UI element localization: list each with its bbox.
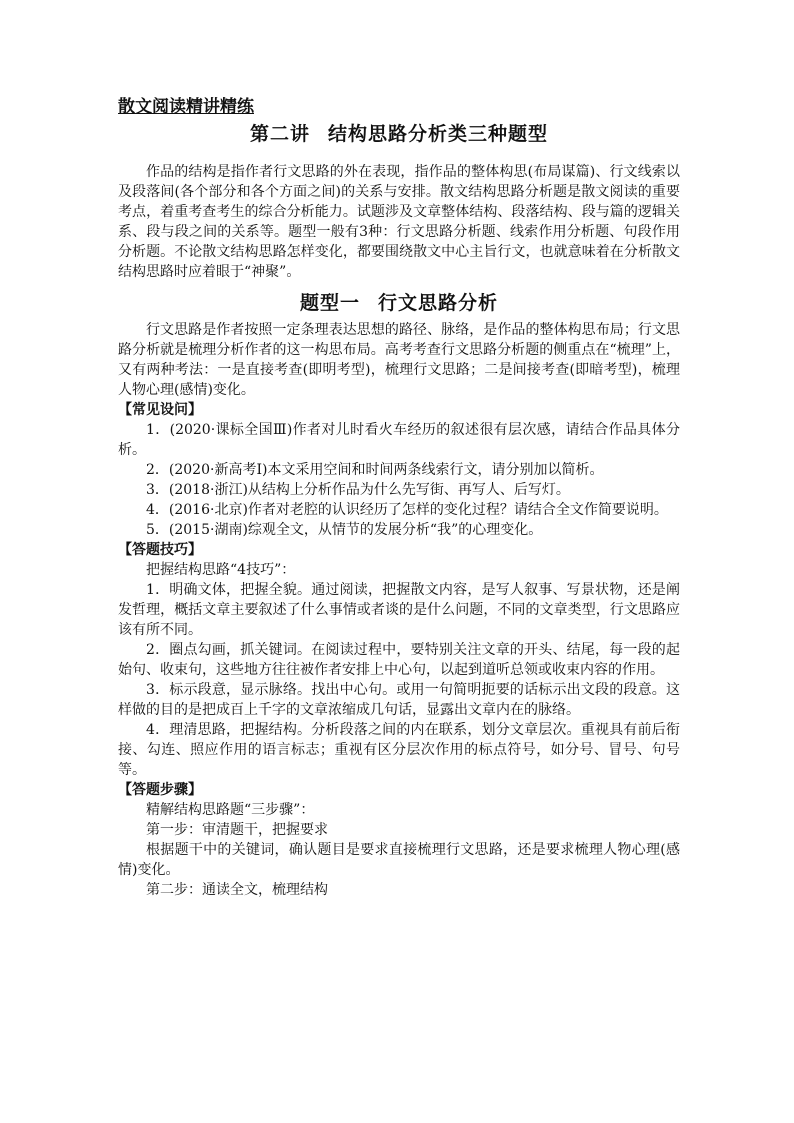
technique-item: 2．圈点勾画，抓关键词。在阅读过程中，要特别关注文章的开头、结尾，每一段的起始句、收束句，这些地方往往被作者安排上中心句，以起到道听总领或收束内容的作用。	[118, 642, 680, 678]
section-title	[118, 288, 680, 318]
question-item: 4．(2016·北京)作者对老腔的认识经历了怎样的变化过程？请结合全文作简要说明。	[146, 502, 668, 518]
step1-text: 根据题干中的关键词，确认题目是要求直接梳理行文思路，还是要求梳理人物心理(感情)变化。	[118, 842, 680, 878]
technique-item: 3．标示段意，显示脉络。找出中心句。或用一句简明扼要的话标示出文段的段意。这样做的目的是把成百上千字的文章浓缩成几句话，显露出文章内在的脉络。	[118, 682, 680, 718]
question-item: 1．(2020·课标全国Ⅲ)作者对儿时看火车经历的叙述很有层次感，请结合作品具体分析。	[118, 422, 680, 458]
techniques-lead: 把握结构思路“4技巧”：	[146, 562, 296, 578]
step2-title: 第二步：通读全文，梳理结构	[146, 882, 328, 898]
section-paragraph: 行文思路是作者按照一定条理表达思想的路径、脉络，是作品的整体构思布局；行文思路分析就是梳理分析作者的这一构思布局。高考考查行文思路分析题的侧重点在“梳理”上，又有两种考法：一是直接考查(即明考型)，梳理行文思路；二是间接考查(即暗考型)，梳理人物心理(感情)变化。	[118, 322, 680, 398]
document-body	[118, 96, 680, 900]
technique-item: 4．理清思路，把握结构。分析段落之间的内在联系，划分文章层次。重视具有前后衔接、勾连、照应作用的语言标志；重视有区分层次作用的标点符号，如分号、冒号、句号等。	[118, 722, 680, 778]
lecture-number: 第二讲	[249, 123, 310, 145]
document-title: 散文阅读精讲精练	[118, 97, 254, 117]
steps-lead: 精解结构思路题“三步骤”：	[146, 802, 315, 818]
common-questions-heading: 【常见设问】	[118, 402, 202, 418]
question-item: 3．(2018·浙江)从结构上分析作品为什么先写街、再写人、后写灯。	[146, 482, 570, 498]
steps-heading: 【答题步骤】	[118, 782, 202, 798]
intro-paragraph: 作品的结构是指作者行文思路的外在表现，指作品的整体构思(布局谋篇)、行文线索以及段落间(各个部分和各个方面之间)的关系与安排。散文结构思路分析题是散文阅读的重要考点，着重考查考生的综合分析能力。试题涉及文章整体结构、段落结构、段与篇的逻辑关系、段与段之间的关系等。题型一般有3种：行文思路分析题、线索作用分析题、句段作用分析题。不论散文结构思路怎样变化，都要围绕散文中心主旨行文，也就意味着在分析散文结构思路时应着眼于“神聚”。	[118, 164, 680, 280]
question-item: 2．(2020·新高考Ⅰ)本文采用空间和时间两条线索行文，请分别加以简析。	[146, 462, 604, 478]
techniques-heading: 【答题技巧】	[118, 542, 202, 558]
technique-item: 1．明确文体，把握全貌。通过阅读，把握散文内容，是写人叙事、写景状物，还是阐发哲理，概括文章主要叙述了什么事情或者谈的是什么问题，不同的文章类型，行文思路应该有所不同。	[118, 582, 680, 638]
lecture-name: 结构思路分析类三种题型	[328, 123, 549, 145]
step1-title: 第一步：审清题干，把握要求	[146, 822, 328, 838]
question-item: 5．(2015·湖南)综观全文，从情节的发展分析“我”的心理变化。	[146, 522, 543, 538]
lecture-title	[118, 120, 680, 148]
section-name: 行文思路分析	[378, 292, 499, 314]
section-label: 题型一	[299, 292, 360, 314]
